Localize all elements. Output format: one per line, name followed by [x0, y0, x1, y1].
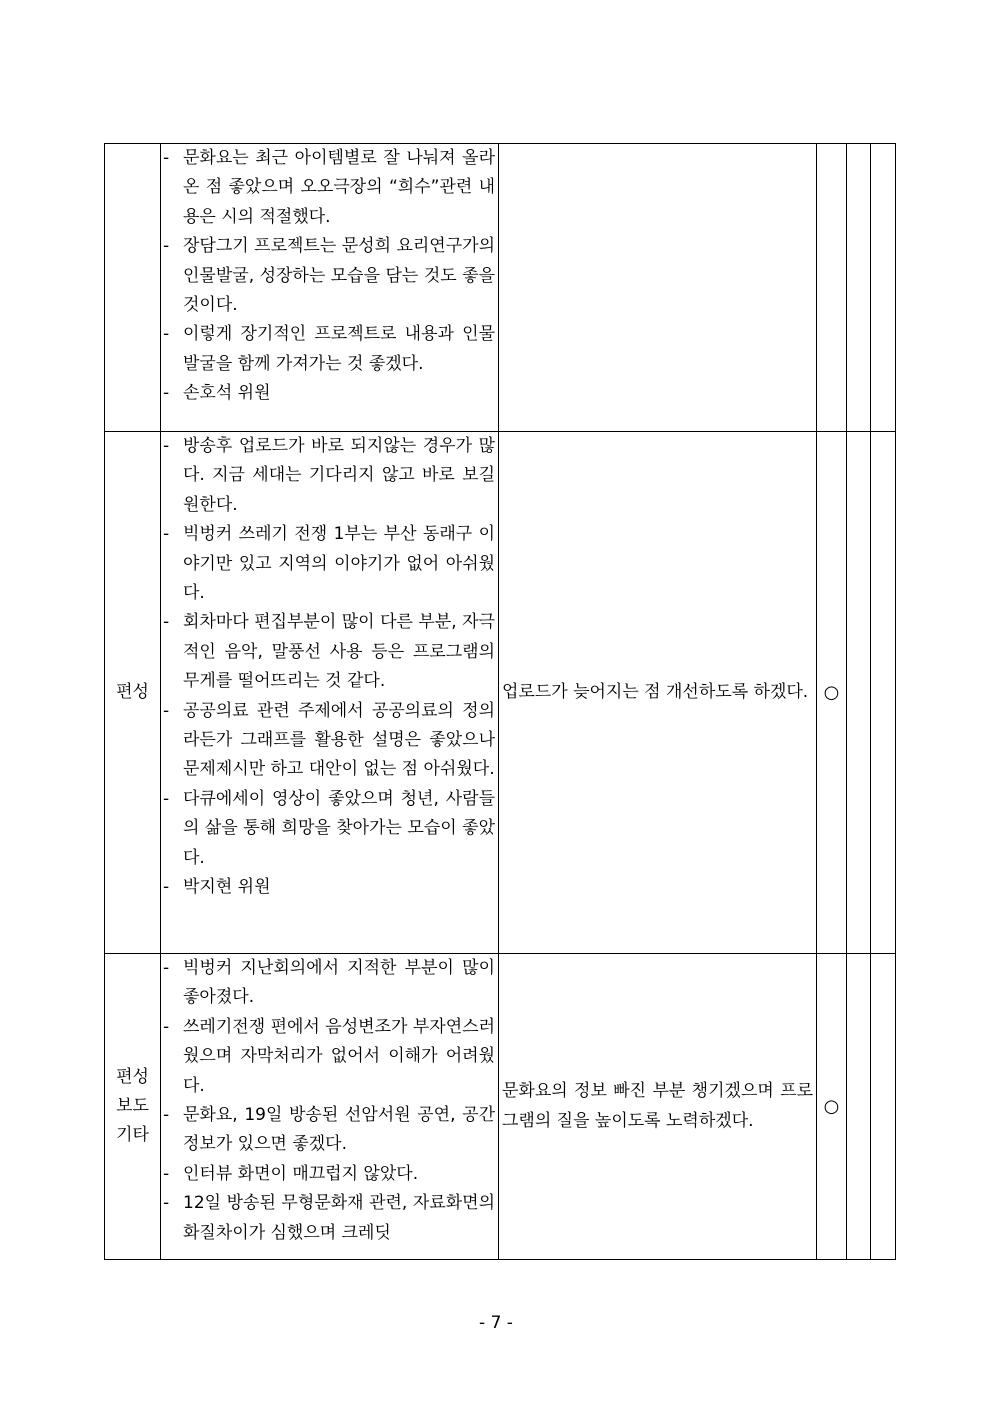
mark-cell: [817, 144, 847, 432]
mark-cell: [847, 144, 871, 432]
opinion-item: - 인터뷰 화면이 매끄럽지 않았다.: [163, 1163, 419, 1184]
response-cell: 문화요의 정보 빠진 부분 챙기겠으며 프로그램의 질을 높이도록 노력하겠다.: [499, 954, 817, 1260]
mark-cell: ○: [817, 954, 847, 1260]
table-row: [105, 432, 896, 954]
opinion-item: - 회차마다 편집부분이 많이 다른 부분, 자극적인 음악, 말풍선 사용 등은 프로그램의 무게를 떨어뜨리는 것 같다.: [163, 612, 495, 692]
response-cell: [499, 144, 817, 432]
category-cell: 편성 보도 기타: [105, 954, 161, 1260]
opinion-item: - 이렇게 장기적인 프로젝트로 내용과 인물발굴을 함께 가져가는 것 좋겠다.: [163, 324, 495, 374]
mark-cell: [871, 954, 896, 1260]
mark-cell: [871, 432, 896, 954]
opinion-cell: [161, 954, 499, 1260]
opinion-item: - 빅벙커 지난회의에서 지적한 부분이 많이 좋아졌다.: [163, 958, 495, 1008]
opinion-cell: [161, 432, 499, 954]
opinion-item: - 박지현 위원: [163, 877, 271, 898]
category-cell: [105, 144, 161, 432]
opinion-item: - 방송후 업로드가 바로 되지않는 경우가 많다. 지금 세대는 기다리지 않고 바로 보길 원한다.: [163, 436, 495, 515]
opinion-item: - 다큐에세이 영상이 좋았으며 청년, 사람들의 삶을 통해 희망을 찾아가는 모습이 좋았다.: [163, 788, 495, 868]
opinion-item: - 12일 방송된 무형문화재 관련, 자료화면의 화질차이가 심했으며 크레딧: [163, 1193, 495, 1243]
mark-cell: ○: [817, 432, 847, 954]
mark-cell: [847, 954, 871, 1260]
opinion-item: - 빅벙커 쓰레기 전쟁 1부는 부산 동래구 이야기만 있고 지역의 이야기가 없어 아쉬웠다.: [163, 524, 495, 604]
opinion-item: - 손호석 위원: [163, 383, 271, 404]
opinion-item: - 장담그기 프로젝트는 문성희 요리연구가의 인물발굴, 성장하는 모습을 담는 것도 좋을 것이다.: [163, 236, 495, 316]
response-cell: 업로드가 늦어지는 점 개선하도록 하겠다.: [499, 432, 817, 954]
opinion-item: - 공공의료 관련 주제에서 공공의료의 정의라든가 그래프를 활용한 설명은 좋았으나 문제제시만 하고 대안이 없는 점 아쉬웠다.: [163, 700, 495, 780]
review-table: [104, 143, 896, 1260]
table-row: [105, 954, 896, 1260]
opinion-item: - 문화요는 최근 아이템별로 잘 나눠져 올라온 점 좋았으며 오오극장의 “희수”관련 내용은 시의 적절했다.: [163, 148, 495, 227]
opinion-cell: [161, 144, 499, 432]
page-number: - 7 -: [479, 1313, 513, 1333]
table-row: [105, 144, 896, 432]
opinion-item: - 문화요, 19일 방송된 선암서원 공연, 공간 정보가 있으면 좋겠다.: [163, 1105, 495, 1155]
opinion-item: - 쓰레기전쟁 편에서 음성변조가 부자연스러웠으며 자막처리가 없어서 이해가 어려웠다.: [163, 1016, 495, 1096]
category-cell: 편성: [105, 432, 161, 954]
mark-cell: [847, 432, 871, 954]
mark-cell: [871, 144, 896, 432]
